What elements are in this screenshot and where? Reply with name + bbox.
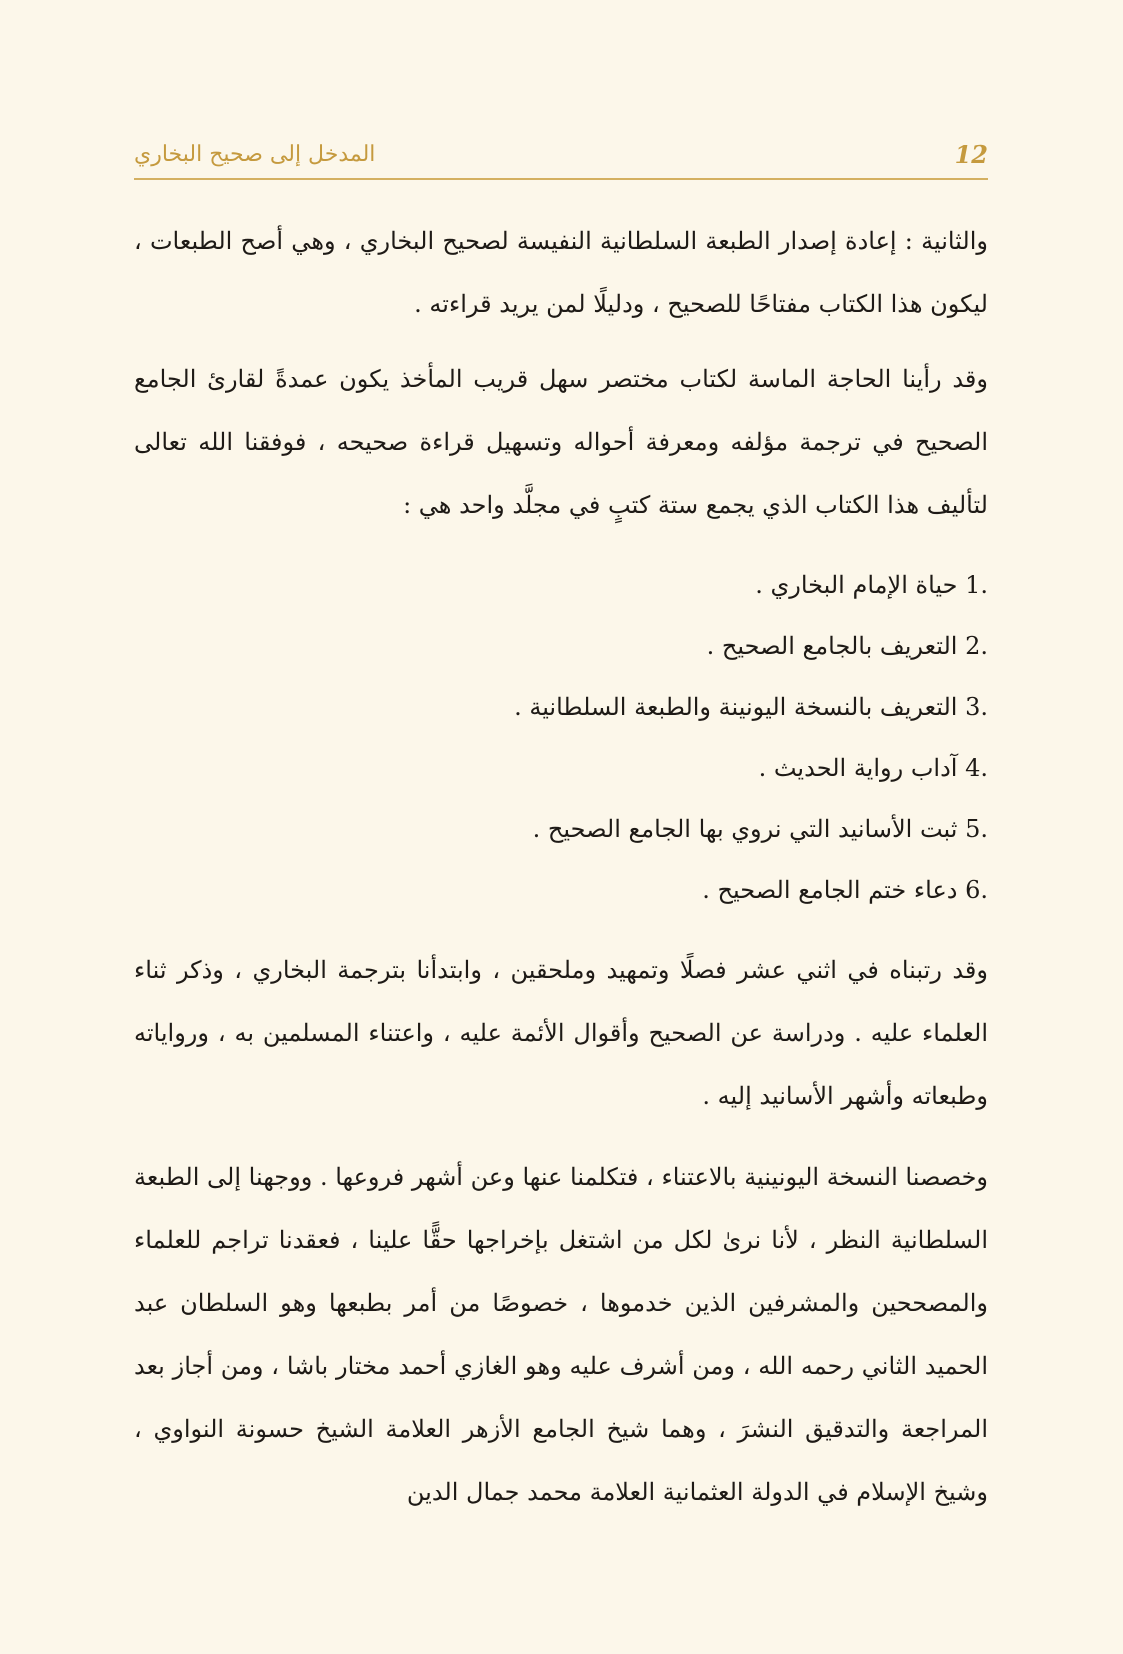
page-number: 12 [954, 140, 988, 169]
list-item [134, 616, 988, 677]
paragraph-4: وخصصنا النسخة اليونينية بالاعتناء ، فتكلمنا عنها وعن أشهر فروعها . ووجهنا إلى الطبعة السلطانية النظر ، لأنا نرىٰ لكل من اشتغل بإخراجها حقًّا علينا ، فعقدنا تراجم للعلماء والمصححين والمشرفين الذين خدموها ، خصوصًا من أمر بطبعها وهو السلطان عبد الحميد الثاني رحمه الله ، ومن أشرف عليه وهو الغازي أحمد مختار باشا ، ومن أجاز بعد المراجعة والتدقيق النشرَ ، وهما شيخ الجامع الأزهر العلامة الشيخ حسونة النواوي ، وشيخ الإسلام في الدولة العثمانية العلامة محمد جمال الدين [134, 1163, 989, 1506]
list-item [134, 860, 988, 921]
list-item-text: حياة الإمام البخاري . [755, 571, 958, 599]
paragraph-2: وقد رأينا الحاجة الماسة لكتاب مختصر سهل قريب المأخذ يكون عمدةً لقارئ الجامع الصحيح في ترجمة مؤلفه ومعرفة أحواله وتسهيل قراءة صحيحه ، فوفقنا الله تعالى لتأليف هذا الكتاب الذي يجمع ستة كتبٍ في مجلَّد واحد هي : [134, 365, 988, 519]
list-item-text: التعريف بالجامع الصحيح . [706, 632, 958, 660]
page-body [134, 210, 988, 1524]
list-item-number: 4. [965, 754, 988, 782]
paragraph-3: وقد رتبناه في اثني عشر فصلًا وتمهيد وملحقين ، وابتدأنا بترجمة البخاري ، وذكر ثناء العلماء عليه . ودراسة عن الصحيح وأقوال الأئمة عليه ، واعتناء المسلمين به ، ورواياته وطبعاته وأشهر الأسانيد إليه . [134, 956, 988, 1110]
list-item-text: آداب رواية الحديث . [758, 754, 958, 782]
list-item-number: 2. [965, 632, 988, 660]
list-item [134, 799, 988, 860]
list-item-number: 5. [965, 815, 988, 843]
list-item-number: 6. [965, 876, 988, 904]
list-item-number: 1. [965, 571, 988, 599]
list-item-text: التعريف بالنسخة اليونينة والطبعة السلطانية . [514, 693, 958, 721]
list-item [134, 677, 988, 738]
list-item-number: 3. [965, 693, 988, 721]
paragraph-1: والثانية : إعادة إصدار الطبعة السلطانية النفيسة لصحيح البخاري ، وهي أصح الطبعات ، ليكون هذا الكتاب مفتاحًا للصحيح ، ودليلًا لمن يريد قراءته . [134, 227, 988, 318]
list-item-text: ثبت الأسانيد التي نروي بها الجامع الصحيح . [532, 815, 958, 843]
page-header [134, 130, 988, 180]
list-item-text: دعاء ختم الجامع الصحيح . [702, 876, 958, 904]
books-list [134, 555, 988, 921]
list-item [134, 738, 988, 799]
running-title: المدخل إلى صحيح البخاري [134, 142, 376, 167]
list-item [134, 555, 988, 616]
